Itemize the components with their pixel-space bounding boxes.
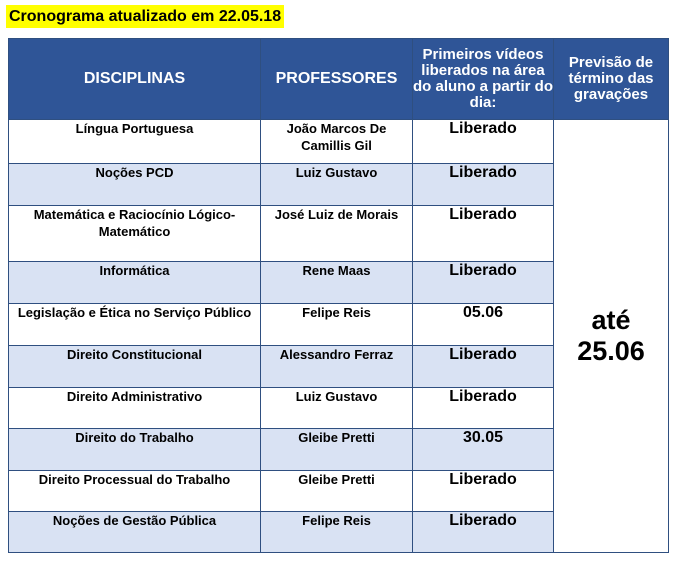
disciplina-cell: Informática [9,262,261,304]
end-date-prefix: até [591,305,631,335]
header-primeiros-videos: Primeiros vídeos liberados na área do aluno a partir do dia: [413,39,554,120]
previsao-termino-cell [554,120,669,553]
status-cell: Liberado [413,206,554,262]
disciplina-cell: Direito do Trabalho [9,429,261,471]
professor-cell: Luiz Gustavo [261,164,413,206]
disciplina-cell: Direito Administrativo [9,388,261,429]
professor-cell: Alessandro Ferraz [261,346,413,388]
header-row [9,39,669,120]
header-previsao-termino: Previsão de término das gravações [554,39,669,120]
status-cell: 05.06 [413,304,554,346]
disciplina-cell: Noções de Gestão Pública [9,512,261,553]
disciplina-cell: Língua Portuguesa [9,120,261,164]
disciplina-cell: Matemática e Raciocínio Lógico-Matemático [9,206,261,262]
status-cell: 30.05 [413,429,554,471]
header-disciplinas: DISCIPLINAS [9,39,261,120]
professor-cell: Rene Maas [261,262,413,304]
status-cell: Liberado [413,512,554,553]
header-professores: PROFESSORES [261,39,413,120]
professor-cell: José Luiz de Morais [261,206,413,262]
status-cell: Liberado [413,346,554,388]
professor-cell: Felipe Reis [261,512,413,553]
status-cell: Liberado [413,120,554,164]
table-row [9,120,669,164]
professor-cell: Gleibe Pretti [261,471,413,512]
end-date-value: 25.06 [577,336,645,366]
schedule-table [8,38,669,553]
status-cell: Liberado [413,164,554,206]
professor-cell: Felipe Reis [261,304,413,346]
status-cell: Liberado [413,262,554,304]
disciplina-cell: Direito Constitucional [9,346,261,388]
disciplina-cell: Direito Processual do Trabalho [9,471,261,512]
professor-cell: João Marcos De Camillis Gil [261,120,413,164]
professor-cell: Gleibe Pretti [261,429,413,471]
disciplina-cell: Noções PCD [9,164,261,206]
page-title: Cronograma atualizado em 22.05.18 [6,5,284,28]
disciplina-cell: Legislação e Ética no Serviço Público [9,304,261,346]
professor-cell: Luiz Gustavo [261,388,413,429]
status-cell: Liberado [413,471,554,512]
status-cell: Liberado [413,388,554,429]
